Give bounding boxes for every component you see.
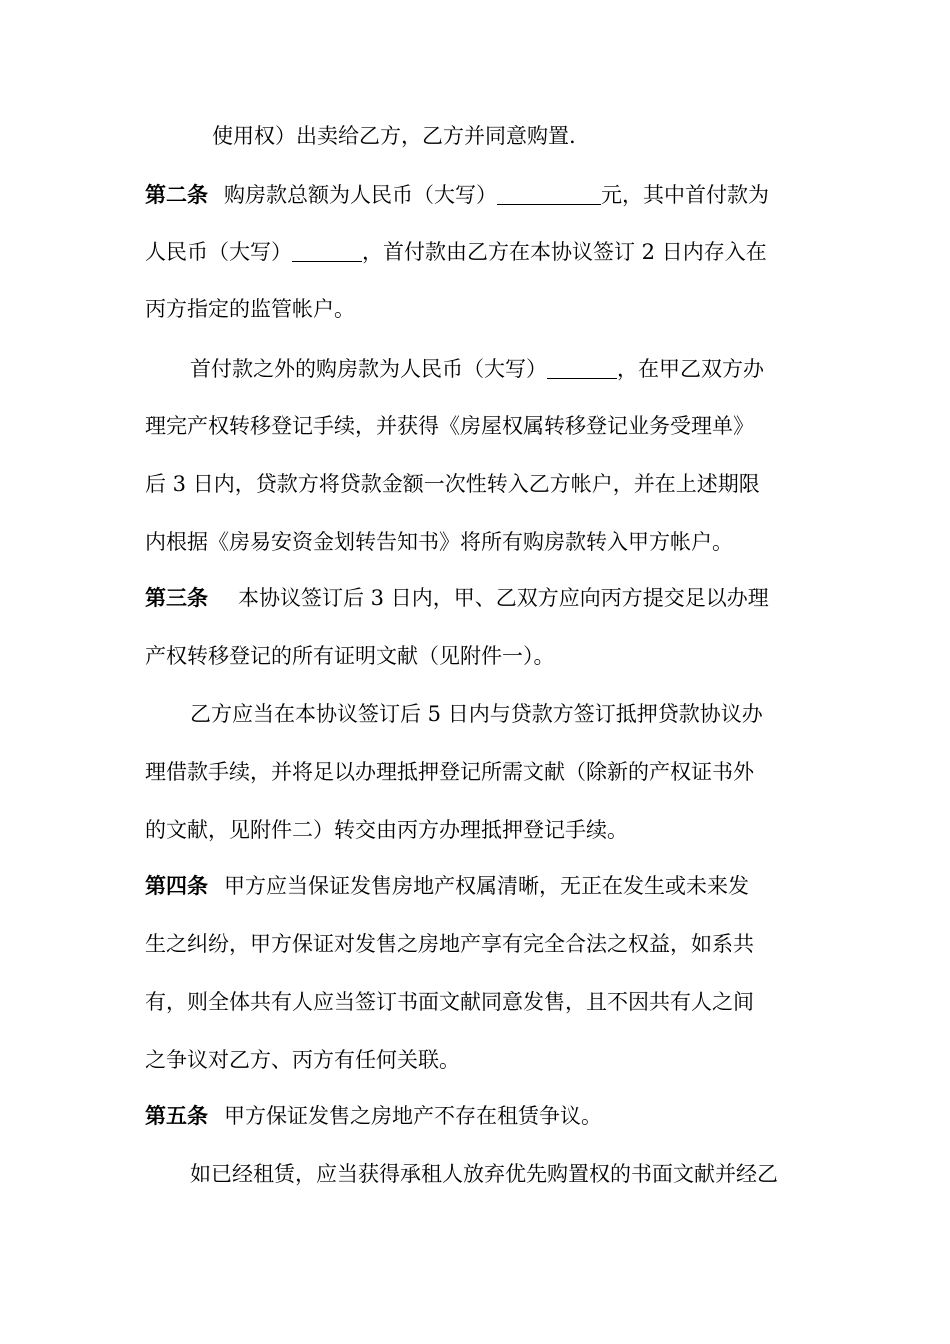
text-line: 产权转移登记的所有证明文献（见附件一）。 [145,644,555,668]
text-line: 的文献，见附件二）转交由丙方办理抵押登记手续。 [145,818,628,842]
text-line: 如已经租赁，应当获得承租人放弃优先购置权的书面文献并经乙 [190,1162,778,1186]
text-segment: 人民币（大写） [145,240,292,264]
text-segment: 购房款总额为人民币（大写） [224,183,497,207]
text-line: 生之纠纷，甲方保证对发售之房地产享有完全合法之权益，如系共 [145,932,754,956]
text-line: 理完产权转移登记手续，并获得《房屋权属转移登记业务受理单》 [145,414,754,438]
clause-5 [145,1106,602,1127]
text-segment: ，首付款由乙方在本协议签订 2 日内存入在 [362,240,767,264]
clause-heading: 第四条 [145,874,208,898]
blank-field [292,241,362,262]
clause-heading: 第二条 [145,183,208,207]
text-segment: ，在甲乙双方办 [617,357,764,381]
blank-field [547,358,617,379]
clause-heading: 第五条 [145,1104,208,1128]
text-segment: 首付款之外的购房款为人民币（大写） [190,357,547,381]
clause-4 [145,876,749,897]
blank-field [497,184,601,205]
clause-heading: 第三条 [145,586,208,610]
text-line: 之争议对乙方、丙方有任何关联。 [145,1048,460,1072]
text-segment: 甲方保证发售之房地产不存在租赁争议。 [224,1104,602,1128]
text-line: 有，则全体共有人应当签订书面文献同意发售，且不因共有人之间 [145,990,754,1014]
text-line [145,241,767,263]
text-segment: 本协议签订后 3 日内，甲、乙双方应向丙方提交足以办理 [238,586,769,610]
text-line: 理借款手续，并将足以办理抵押登记所需文献（除新的产权证书外 [145,760,754,784]
text-segment: 甲方应当保证发售房地产权属清晰，无正在发生或未来发 [224,874,749,898]
clause-3 [145,588,769,609]
text-line: 使用权）出卖给乙方，乙方并同意购置. [212,124,576,148]
text-line: 内根据《房易安资金划转告知书》将所有购房款转入甲方帐户。 [145,530,733,554]
text-line: 后 3 日内，贷款方将贷款金额一次性转入乙方帐户，并在上述期限 [145,472,760,496]
text-segment: 元，其中首付款为 [601,183,769,207]
text-line: 乙方应当在本协议签订后 5 日内与贷款方签订抵押贷款协议办 [190,702,763,726]
text-line: 丙方指定的监管帐户。 [145,297,355,321]
text-line [190,358,764,380]
clause-2 [145,184,769,206]
